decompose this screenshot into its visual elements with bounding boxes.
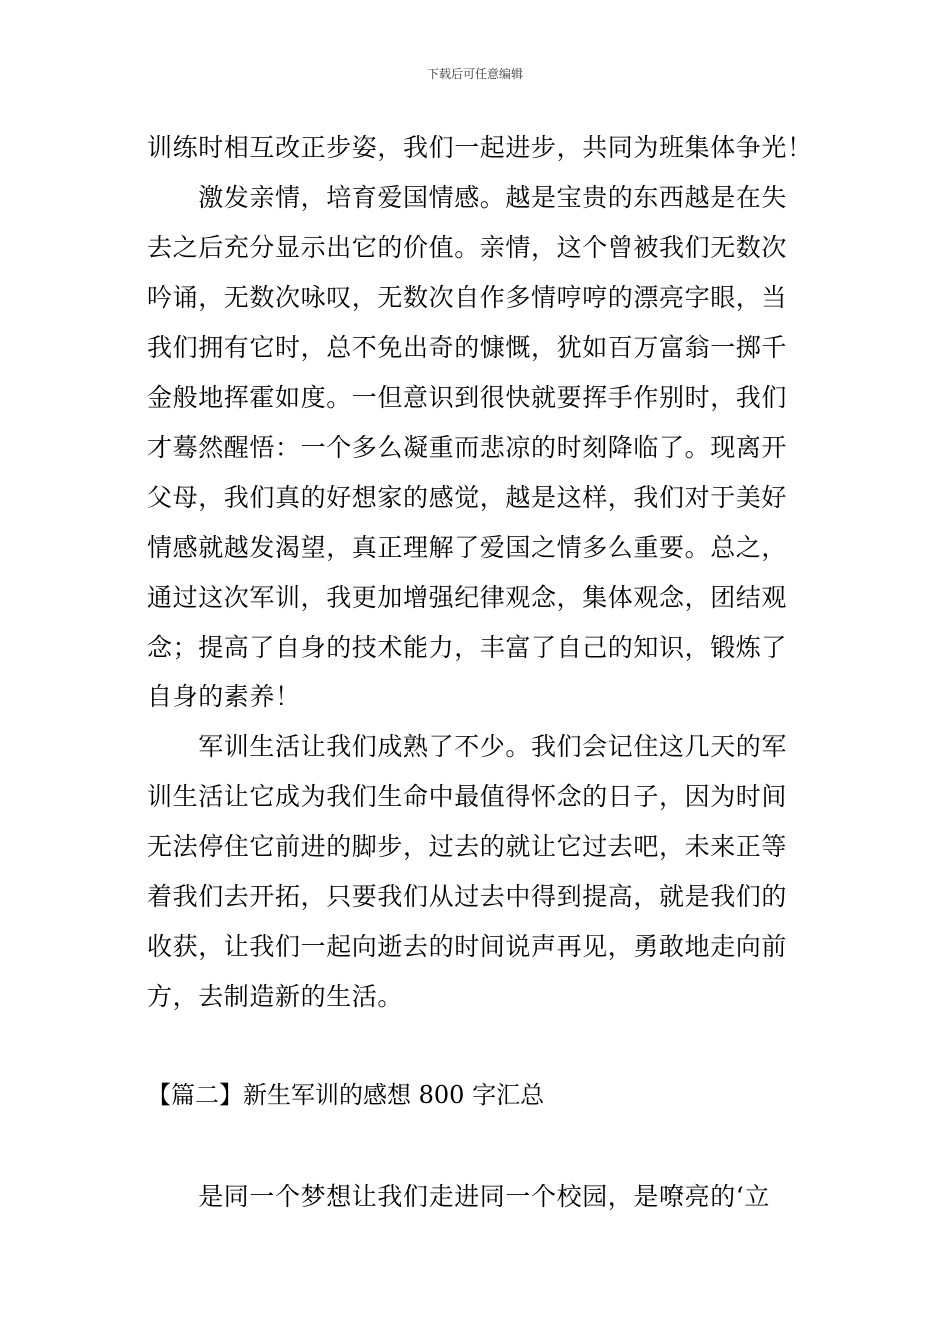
body-line: 收获，让我们一起向逝去的时间说声再见，勇敢地走向前: [147, 932, 788, 961]
body-line: 才蓦然醒悟：一个多么凝重而悲凉的时刻降临了。现离开: [147, 433, 788, 462]
body-line: 激发亲情，培育爱国情感。越是宝贵的东西越是在失: [147, 183, 788, 212]
body-line: 训练时相互改正步姿，我们一起进步，共同为班集体争光！: [147, 133, 813, 162]
body-line: 军训生活让我们成熟了不少。我们会记住这几天的军: [147, 732, 788, 761]
section-heading: 【篇二】新生军训的感想 800 字汇总: [147, 1081, 545, 1109]
body-line: 通过这次军训，我更加增强纪律观念，集体观念，团结观: [147, 583, 788, 612]
body-line: 无法停住它前进的脚步，过去的就让它过去吧，未来正等: [147, 832, 788, 861]
body-line: 念；提高了自身的技术能力，丰富了自己的知识，锻炼了: [147, 633, 788, 662]
body-line: 自身的素养！: [147, 682, 301, 711]
body-line: 父母，我们真的好想家的感觉，越是这样，我们对于美好: [147, 483, 788, 512]
body-line: 是同一个梦想让我们走进同一个校园，是嘹亮的‘立: [147, 1182, 770, 1211]
body-line: 去之后充分显示出它的价值。亲情，这个曾被我们无数次: [147, 233, 788, 262]
body-line: 我们拥有它时，总不免出奇的慷慨，犹如百万富翁一掷千: [147, 333, 788, 362]
body-line: 着我们去开拓，只要我们从过去中得到提高，就是我们的: [147, 882, 788, 911]
body-line: 金般地挥霍如度。一但意识到很快就要挥手作别时，我们: [147, 383, 788, 412]
body-line: 训生活让它成为我们生命中最值得怀念的日子，因为时间: [147, 782, 788, 811]
body-line: 吟诵，无数次咏叹，无数次自作多情哼哼的漂亮字眼，当: [147, 283, 788, 312]
body-line: 方，去制造新的生活。: [147, 982, 404, 1011]
body-line: 情感就越发渴望，真正理解了爱国之情多么重要。总之，: [147, 533, 788, 562]
page-header: 下载后可任意编辑: [426, 67, 523, 81]
